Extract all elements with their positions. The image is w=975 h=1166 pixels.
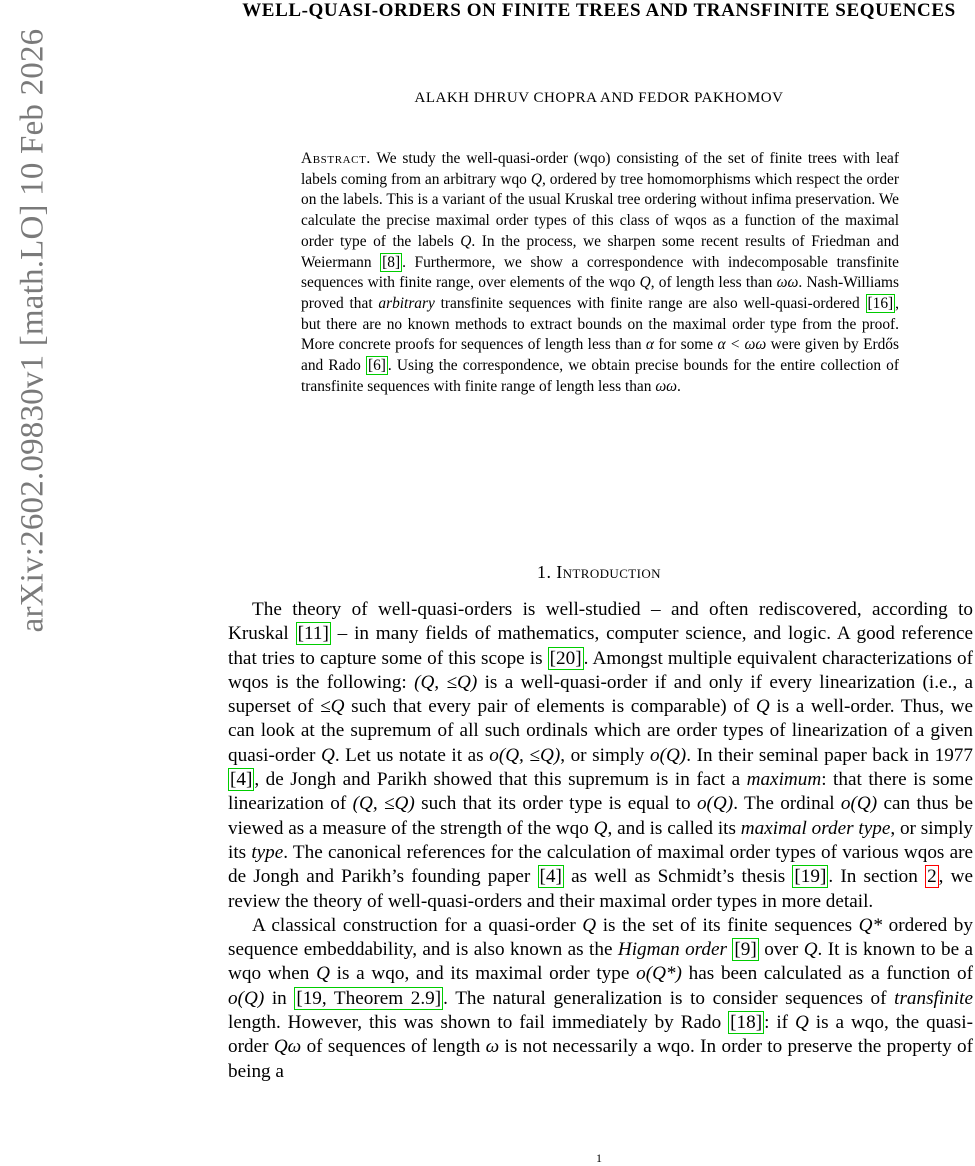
arxiv-id: arXiv:2602.09830v1 [math.LO] 10 Feb 2026 (14, 28, 51, 632)
math: o(Q) (840, 793, 878, 815)
citation-link[interactable]: [18] (730, 1012, 763, 1034)
abstract-text: , ordered by tree homomorphisms which respect the order on the labels. This is a variant of the usual Kruskal tree ordering without infima preservation. We calculate the precise maximal order types of this class of wqos as a function of the maximal order type of the labels (301, 170, 899, 250)
math: o(Q) (696, 793, 734, 815)
emphasis: maximal order type (740, 817, 891, 839)
body-text: – in many fields of mathematics, computer science, and logic. A good reference that tries to capture some of this scope is (228, 623, 974, 669)
abstract-text: , of length less than (650, 274, 777, 292)
citation-link[interactable]: [11] (297, 623, 329, 645)
abstract-text: for some (654, 336, 718, 354)
body-text: , or simply its (228, 817, 973, 863)
page-number: 1 (596, 1151, 602, 1165)
section-heading (228, 562, 970, 583)
emphasis: type (251, 841, 284, 863)
paper-title: WELL-QUASI-ORDERS ON FINITE TREES AND TRANSFINITE SEQUENCES (242, 0, 956, 21)
body-text: is a wqo, the quasi-order (228, 1012, 973, 1058)
math: ω (485, 1036, 500, 1058)
math: Q (320, 744, 335, 766)
body-text: , de Jongh and Parikh showed that this supremum is in fact a (254, 769, 747, 791)
body-text: is the set of its finite sequences (596, 914, 859, 936)
math-q: Q (530, 170, 542, 188)
math: Q (795, 1012, 809, 1034)
body-text: such that its order type is equal to (414, 793, 697, 815)
math-q: Q (460, 232, 472, 250)
abstract-text: We study the well-quasi-order (wqo) consisting of the set of finite trees with leaf labels coming from an arbitrary wqo (301, 150, 899, 188)
citation-link[interactable]: [19] (794, 866, 827, 888)
body-text: such that every pair of elements is comparable) of (344, 696, 756, 718)
section-link[interactable]: 2 (927, 866, 937, 888)
math: Q* (858, 914, 883, 936)
math: Q (593, 817, 608, 839)
abstract-text: were given by Erdős and Rado (301, 336, 899, 375)
math: Q (316, 963, 330, 985)
math: Q (582, 914, 597, 936)
emphasis: Higman order (617, 939, 728, 961)
math-q: Q (639, 274, 651, 292)
abstract-text: . Using the correspondence, we obtain precise bounds for the entire collection of transfinite sequences with finite range of length less than (301, 357, 899, 395)
body-text: A classical construction for a quasi-order (252, 914, 583, 936)
arxiv-stamp (14, 28, 51, 632)
abstract-text: . Furthermore, we show a correspondence with indecomposable transfinite sequences with finite range, over elements of the wqo (301, 253, 899, 292)
section-name: Introduction (556, 562, 661, 582)
math-omega-omega: ωω (776, 274, 799, 292)
math-alpha: α (645, 336, 655, 354)
body-text: ordered by sequence embeddability, and is also known as the (228, 914, 973, 961)
body-text: . The ordinal (733, 793, 841, 815)
math: Qω (273, 1036, 302, 1058)
emphasis: transfinite (894, 987, 973, 1009)
paragraph (228, 598, 973, 914)
abstract-text: . In the process, we sharpen some recent results of Friedman and Weiermann (301, 232, 899, 271)
citation-link[interactable]: [19, Theorem 2.9] (296, 987, 442, 1009)
body-text: is a well-order. Thus, we can look at the supremum of all such ordinals which are order types of linearization of a given quasi-order (228, 696, 973, 766)
body-text: , and is called its (607, 817, 741, 839)
body-text: as well as Schmidt’s thesis (563, 866, 793, 888)
math: Q (803, 939, 818, 961)
body-text: is a wqo, and its maximal order type (329, 963, 637, 985)
body-text: , or simply (560, 744, 650, 766)
body-text: is a well-quasi-order if and only if every linearization (i.e., a superset of (228, 671, 973, 718)
math-omega-omega: ωω (655, 377, 678, 395)
body-text: in (264, 987, 295, 1009)
emphasis: maximum (746, 769, 822, 791)
math: (Q, ≤Q) (414, 671, 478, 693)
body-text: has been calculated as a function of (681, 963, 973, 985)
citation-link[interactable]: [6] (367, 357, 386, 375)
abstract-text: , but there are no known methods to extract bounds on the maximal order type from the proof. More concrete proofs for sequences of length less than (301, 294, 900, 354)
body-text: . The canonical references for the calculation of maximal order types of various wqos are de Jongh and Parikh’s founding paper (228, 841, 973, 888)
body-text: . In their seminal paper back in 1977 (686, 744, 973, 766)
body-text: . Let us notate it as (334, 744, 490, 766)
math: o(Q) (649, 744, 687, 766)
citation-link[interactable]: [9] (734, 939, 757, 961)
abstract-text: transfinite sequences with finite range are also well-quasi-ordered (434, 294, 866, 312)
intro-body (228, 598, 973, 1084)
body-text: can thus be viewed as a measure of the strength of the wqo (228, 793, 973, 839)
body-text: . In section (828, 866, 926, 888)
math-alpha-bound: α < ωω (717, 336, 767, 354)
math: o(Q, ≤Q) (489, 744, 561, 766)
paragraph (228, 914, 973, 1084)
citation-link[interactable]: [4] (539, 866, 562, 888)
abstract-text: . Nash-Williams proved that (301, 274, 900, 312)
body-text: is not necessarily a wqo. In order to preserve the property of being a (228, 1036, 973, 1082)
section-number: 1. (537, 562, 557, 582)
paper-authors: ALAKH DHRUV CHOPRA AND FEDOR PAKHOMOV (414, 90, 784, 106)
body-text: : if (764, 1012, 795, 1034)
body-text: , we review the theory of well-quasi-orders and their maximal order types in more detail. (228, 866, 974, 912)
math: o(Q*) (636, 963, 682, 985)
body-text: over (758, 939, 804, 961)
math: (Q, ≤Q) (352, 793, 415, 815)
body-text: . The natural generalization is to consider sequences of (443, 987, 895, 1009)
abstract-text: . (677, 377, 681, 395)
body-text: length. However, this was shown to fail immediately by Rado (228, 1012, 729, 1034)
math: Q (755, 696, 770, 718)
abstract-heading: Abstract. (301, 150, 371, 167)
body-text: of sequences of length (301, 1036, 486, 1058)
math: o(Q) (228, 987, 265, 1009)
body-text: The theory of well-quasi-orders is well-studied – and often rediscovered, according to Kruskal (228, 599, 973, 645)
body-text: . It is known to be a wqo when (228, 939, 974, 985)
citation-link[interactable]: [8] (382, 253, 401, 271)
emphasis: arbitrary (378, 294, 435, 312)
citation-link[interactable]: [16] (867, 294, 894, 312)
math: ≤Q (320, 696, 345, 718)
body-text: . Amongst multiple equivalent characterizations of wqos is the following: (228, 647, 973, 693)
citation-link[interactable]: [20] (549, 647, 582, 669)
body-text: : that there is some linearization of (228, 769, 973, 815)
abstract (301, 149, 899, 397)
citation-link[interactable]: [4] (230, 769, 253, 791)
